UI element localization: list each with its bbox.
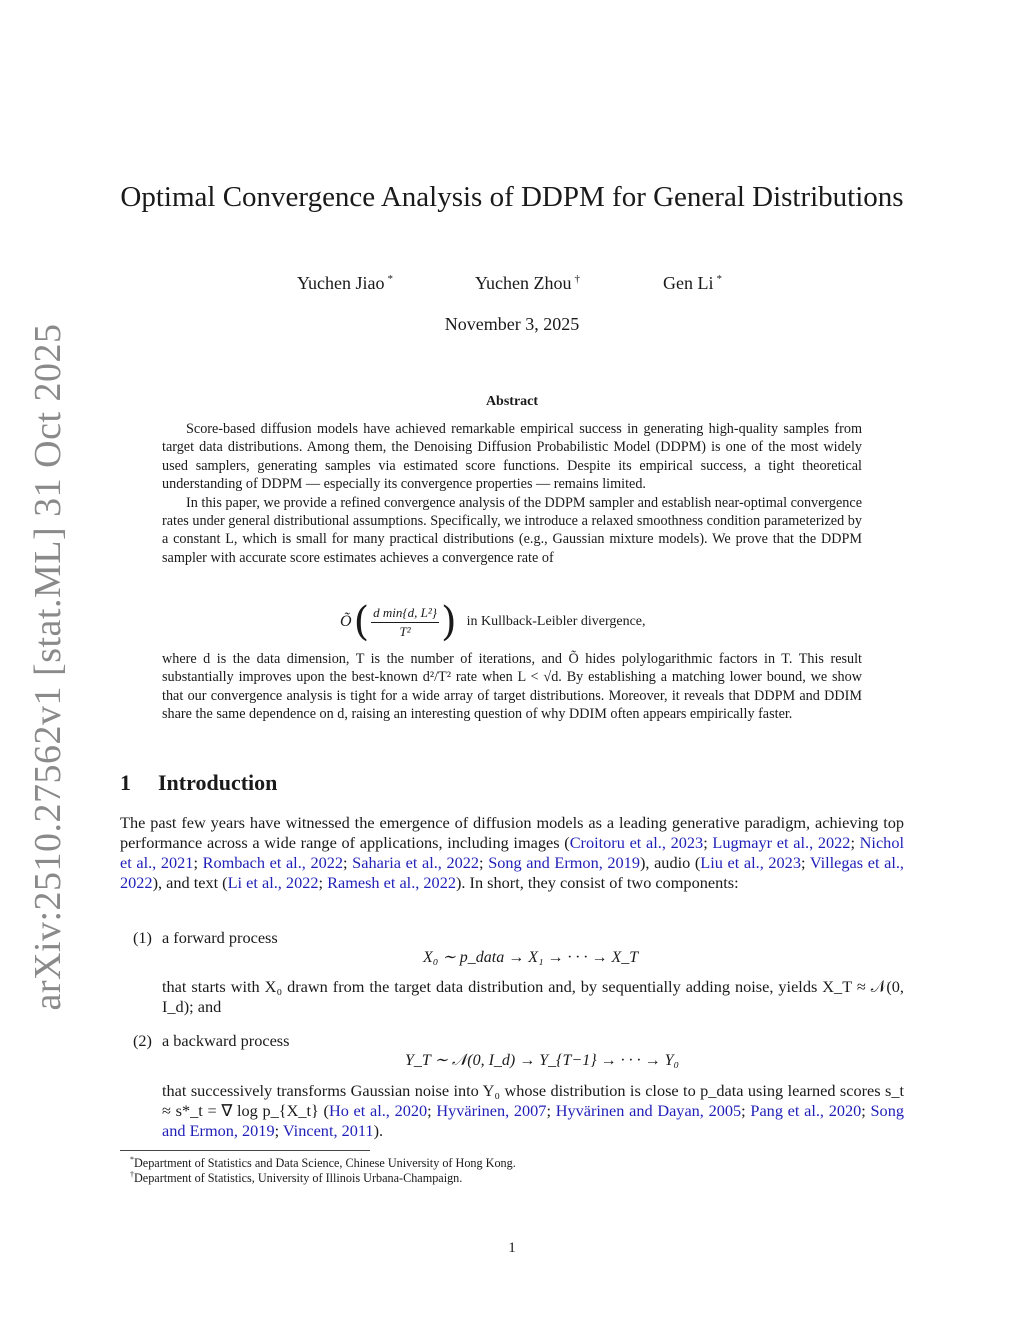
- paper-date: November 3, 2025: [444, 314, 580, 334]
- section-heading-introduction: 1 Introduction: [120, 770, 278, 795]
- page-number: 1: [508, 1240, 516, 1256]
- abstract-heading: Abstract: [485, 394, 539, 409]
- citation-link[interactable]: Ho et al., 2020: [328, 1101, 428, 1120]
- citation-link[interactable]: Song and Ermon, 2019: [162, 1101, 904, 1140]
- fraction-numerator: d min{d, L²}: [371, 605, 439, 623]
- list-item-2-text: a backward process: [162, 1031, 290, 1050]
- citation-link[interactable]: Rombach et al., 2022: [202, 853, 344, 872]
- backward-process-equation: Y_T ∼ 𝒩(0, I_d) → Y_{T−1} → · · · → Y₀: [405, 1052, 680, 1069]
- footnote-1: *Department of Statistics and Data Science, Chinese University of Hong Kong.: [130, 1155, 516, 1171]
- forward-process-equation: X₀ ∼ p_data → X₁ → · · · → X_T: [423, 949, 639, 966]
- author-3: Gen Li *: [663, 273, 722, 293]
- citation-link[interactable]: Liu et al., 2023: [700, 853, 801, 872]
- author-list: [0, 273, 1024, 299]
- list-item-1-label: (1): [133, 928, 152, 947]
- list-item-2-description: that successively transforms Gaussian noise into Y₀ whose distribution is close to p_data using learned scores s_t ≈ s*_t = ∇ log p_{X_t} (Ho et al., 2020; Hyvärinen, 2007; Hyvärinen and Dayan, 2005; Pang et al., 2020; Song and Ermon, 2019; Vincent, 2011).: [162, 1081, 904, 1140]
- citation-link[interactable]: Li et al., 2022: [227, 873, 319, 892]
- left-paren: (: [353, 599, 370, 645]
- citation-link[interactable]: Song and Ermon, 2019: [488, 853, 640, 872]
- list-item-2-label: (2): [133, 1031, 152, 1050]
- list-item-1-description: that starts with X₀ drawn from the target data distribution and, by sequentially adding noise, yields X_T ≈ 𝒩(0, I_d); and: [162, 977, 904, 1016]
- convergence-rate-formula: [340, 600, 646, 644]
- intro-paragraph: The past few years have witnessed the emergence of diffusion models as a leading generative paradigm, achieving top performance across a wide range of applications, including images (Croitoru et al., 2023; Lugmayr et al., 2022; Nichol et al., 2021; Rombach et al., 2022; Saharia et al., 2022; Song and Ermon, 2019), audio (Liu et al., 2023; Villegas et al., 2022), and text (Li et al., 2022; Ramesh et al., 2022). In short, they consist of two components:: [120, 813, 904, 892]
- citation-link[interactable]: Ramesh et al., 2022: [327, 873, 456, 892]
- footnote-rule: [120, 1150, 370, 1151]
- citation-link[interactable]: Villegas et al., 2022: [120, 853, 904, 892]
- list-item-1-text: a forward process: [162, 928, 278, 947]
- citation-link[interactable]: Pang et al., 2020: [750, 1101, 862, 1120]
- o-tilde-symbol: Õ: [340, 613, 352, 630]
- formula-suffix: in Kullback-Leibler divergence,: [466, 614, 646, 629]
- citation-link[interactable]: Vincent, 2011: [282, 1121, 374, 1140]
- paper-title: Optimal Convergence Analysis of DDPM for General Distributions: [120, 181, 904, 213]
- fraction-denominator: T²: [399, 623, 411, 639]
- abstract-paragraph-3: where d is the data dimension, T is the number of iterations, and Õ hides polylogarithmic factors in T. This result substantially improves upon the best-known d²/T² rate when L < √d. By establishing a matching lower bound, we show that our convergence analysis is tight for a wide array of target distributions. Moreover, it reveals that DDPM and DDIM share the same dependence on d, raising an interesting question of why DDIM often appears empirically faster.: [162, 651, 862, 723]
- citation-link[interactable]: Saharia et al., 2022: [352, 853, 480, 872]
- citation-link[interactable]: Lugmayr et al., 2022: [712, 833, 851, 852]
- citation-link[interactable]: Hyvärinen and Dayan, 2005: [555, 1101, 742, 1120]
- abstract-paragraph-1: Score-based diffusion models have achieved remarkable empirical success in generating high-quality samples from target data distributions. Among them, the Denoising Diffusion Probabilistic Model (DDPM) is one of the most widely used samplers, generating samples via estimated score functions. Despite its empirical success, a tight theoretical understanding of DDPM — especially its convergence properties — remains limited.: [162, 421, 862, 493]
- citation-link[interactable]: Hyvärinen, 2007: [436, 1101, 547, 1120]
- footnote-2: †Department of Statistics, University of Illinois Urbana-Champaign.: [130, 1170, 463, 1186]
- arxiv-identifier: arXiv:2510.27562v1 [stat.ML] 31 Oct 2025: [27, 323, 69, 1011]
- abstract-body: [162, 420, 862, 567]
- fraction: [371, 605, 439, 640]
- author-2: Yuchen Zhou †: [475, 273, 580, 293]
- author-1: Yuchen Jiao *: [297, 273, 393, 293]
- abstract-paragraph-2: In this paper, we provide a refined convergence analysis of the DDPM sampler and establish near-optimal convergence rates under general distributional assumptions. Specifically, we introduce a relaxed smoothness condition parameterized by a constant L, which is small for many practical distributions (e.g., Gaussian mixture models). We prove that the DDPM sampler with accurate score estimates achieves a convergence rate of: [162, 494, 862, 566]
- abstract-body-cont: [162, 650, 862, 724]
- right-paren: ): [440, 599, 457, 645]
- citation-link[interactable]: Nichol et al., 2021: [120, 833, 904, 872]
- citation-link[interactable]: Croitoru et al., 2023: [569, 833, 704, 852]
